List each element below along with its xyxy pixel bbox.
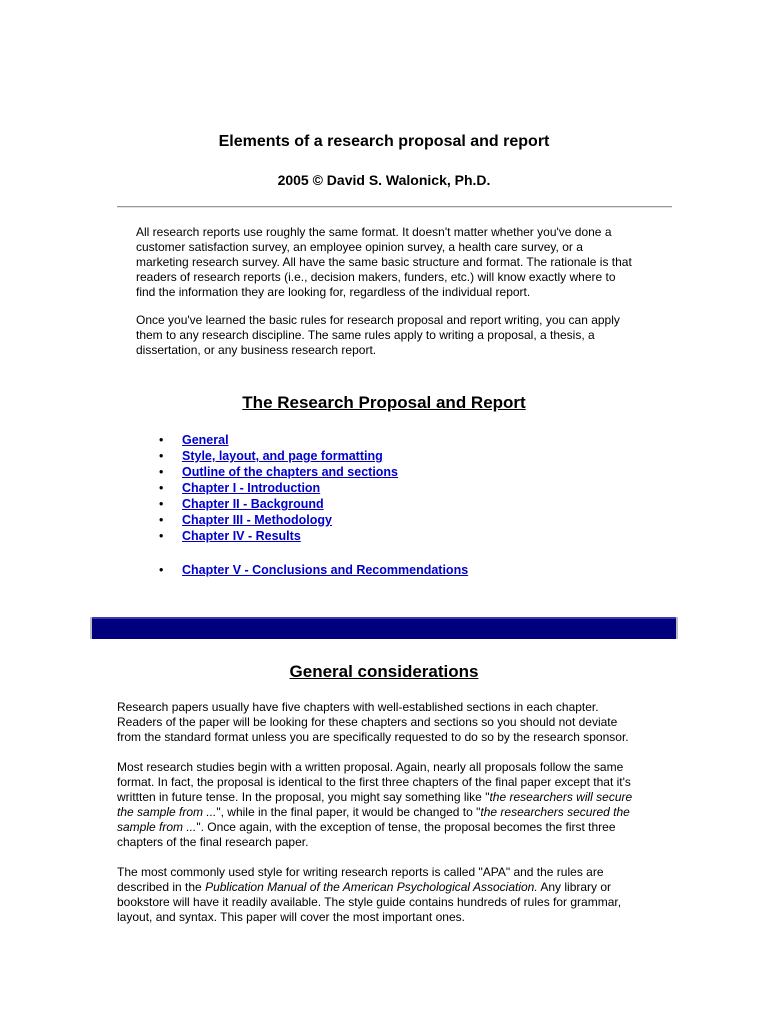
- horizontal-rule: [117, 206, 672, 208]
- toc-link-chapter-2[interactable]: Chapter II - Background: [182, 497, 324, 511]
- italic-text: Publication Manual of the American Psychological Association.: [205, 880, 538, 894]
- general-paragraph-1: Research papers usually have five chapters with well-established sections in each chapter. Readers of the paper will be looking for these chapters and sections so you should not deviate from the standard format unless you are specifically requested to do so by the research sponsor.: [117, 700, 629, 744]
- toc-link-chapter-1[interactable]: Chapter I - Introduction: [182, 481, 321, 495]
- toc-link-chapter-4[interactable]: Chapter IV - Results: [182, 529, 301, 543]
- toc-link-general[interactable]: General: [182, 433, 229, 447]
- section-divider-bar: [90, 617, 678, 639]
- toc-link-chapter-5[interactable]: Chapter V - Conclusions and Recommendations: [182, 563, 469, 577]
- text-run: ", while in the final paper, it would be changed to ": [216, 805, 481, 819]
- general-paragraph-3: [117, 865, 637, 925]
- toc-item: [182, 432, 468, 448]
- toc-item: [182, 480, 468, 496]
- document-title: Elements of a research proposal and report: [218, 133, 550, 150]
- intro-paragraph-1: All research reports use roughly the same format. It doesn't matter whether you've done a customer satisfaction survey, an employee opinion survey, a health care survey, or a marketing research survey. All have the same basic structure and format. The rationale is that readers of research reports (i.e., decision makers, funders, etc.) will know exactly where to find the information they are looking for, regardless of the individual report.: [136, 225, 632, 299]
- intro-paragraph-2: Once you've learned the basic rules for research proposal and report writing, you can apply them to any research discipline. The same rules apply to writing a proposal, a thesis, a dissertation, or any business research report.: [136, 313, 620, 357]
- toc-item: [182, 512, 468, 528]
- general-paragraph-2: [117, 760, 637, 850]
- text-run: ". Once again, with the exception of tense, the proposal becomes the first three chapters of the final research paper.: [117, 820, 616, 849]
- toc-item: [182, 448, 468, 464]
- italic-text: the researchers secured the sample from ...: [117, 805, 630, 834]
- text-run: The most commonly used style for writing research reports is called "APA" and the rules are described in the: [117, 865, 604, 894]
- toc-link-chapter-3[interactable]: Chapter III - Methodology: [182, 513, 332, 527]
- toc-item: [182, 496, 468, 512]
- toc-item: [182, 528, 468, 544]
- author-byline: 2005 © David S. Walonick, Ph.D.: [277, 172, 491, 188]
- intro-section: [136, 225, 636, 358]
- toc-heading: The Research Proposal and Report: [242, 393, 526, 412]
- text-run: Any library or bookstore will have it readily available. The style guide contains hundreds of rules for grammar, layout, and syntax. This paper will cover the most important ones.: [117, 880, 622, 924]
- toc-item: [182, 464, 468, 480]
- section-heading-general: General considerations: [289, 662, 479, 681]
- text-run: Most research studies begin with a written proposal. Again, nearly all proposals follow the same format. In fact, the proposal is identical to the first three chapters of the final paper except that it's writtten in future tense. In the proposal, you might say something like ": [117, 760, 631, 804]
- toc-list: [182, 432, 468, 578]
- toc-item: [182, 562, 468, 578]
- italic-text: the researchers will secure the sample from ...: [117, 790, 633, 819]
- toc-link-outline[interactable]: Outline of the chapters and sections: [182, 465, 399, 479]
- general-section: [117, 700, 637, 925]
- toc-link-style-layout[interactable]: Style, layout, and page formatting: [182, 449, 383, 463]
